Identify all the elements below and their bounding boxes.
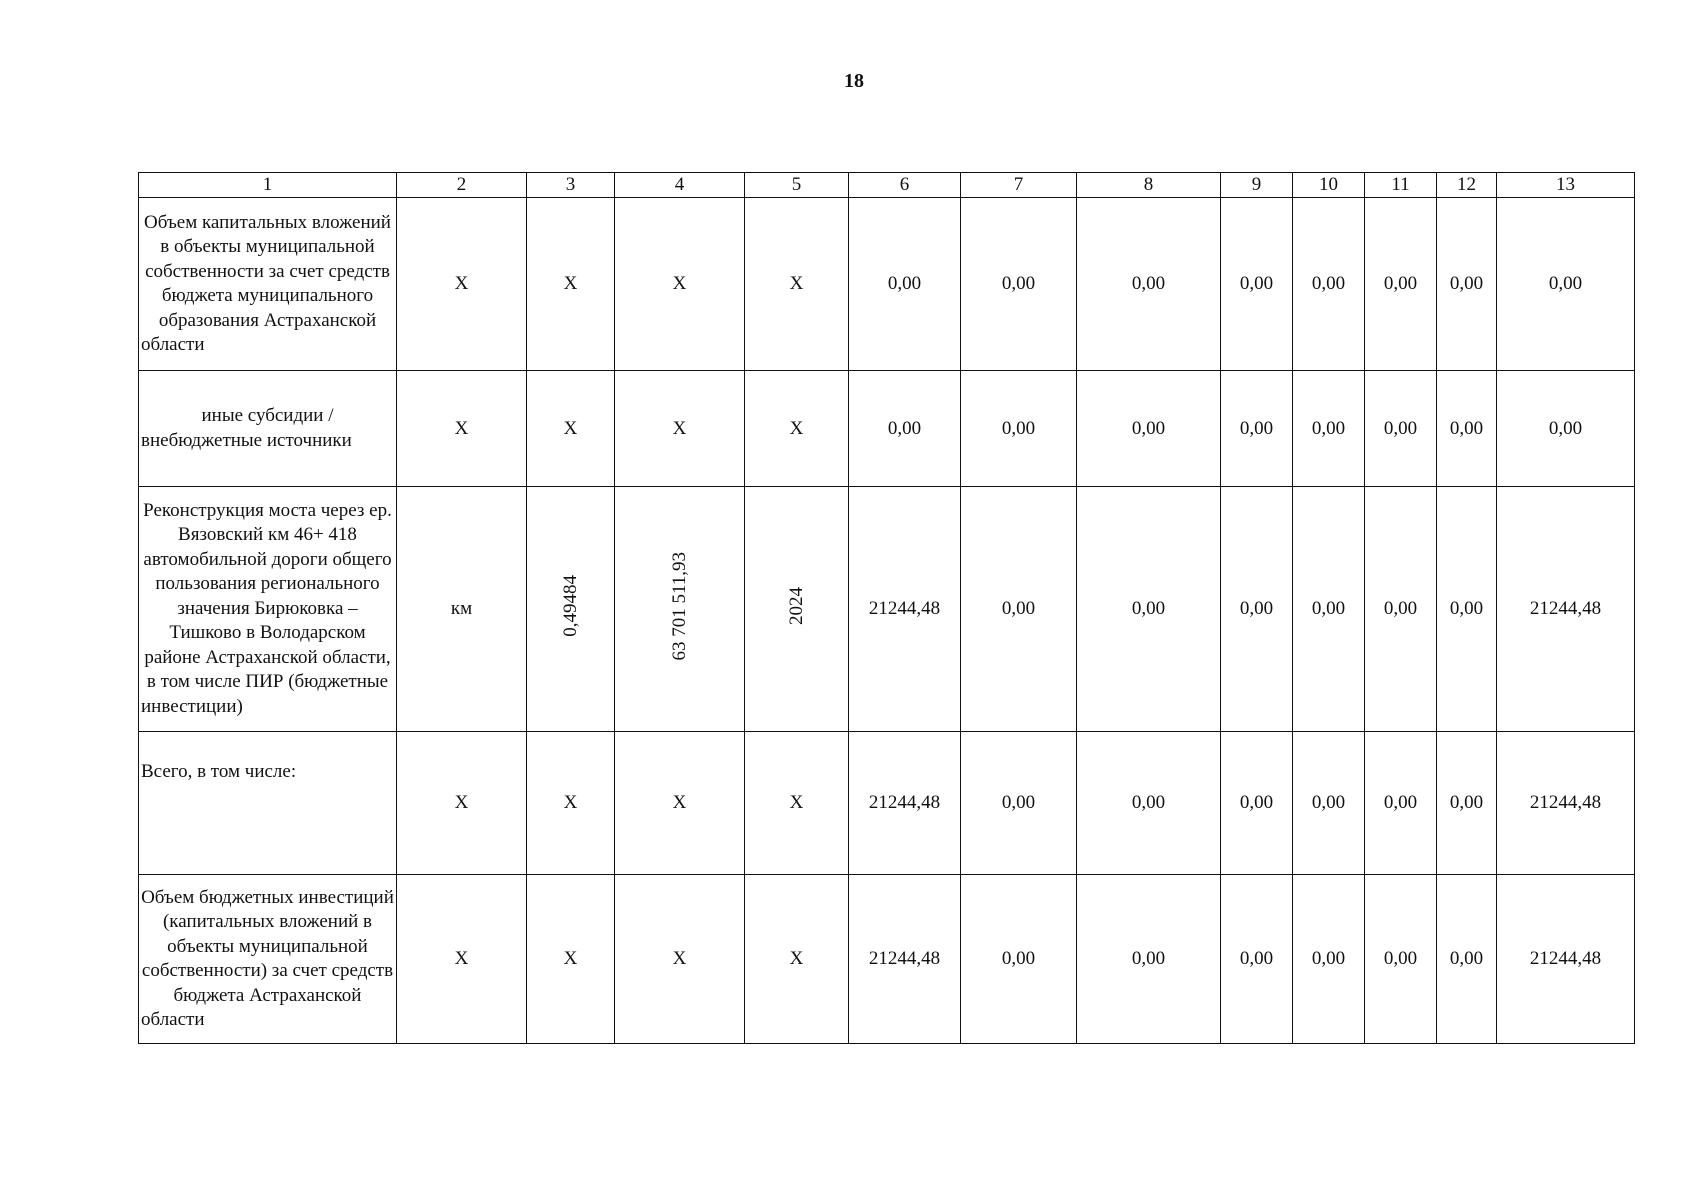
table-cell: X [615,371,745,487]
table-cell: 0,00 [1293,487,1365,732]
table-cell: 0,00 [961,371,1077,487]
row-description: Объем капитальных вложений в объекты муниципальной собственности за счет средств бюджета муниципального образования Астраханской области [139,198,397,371]
column-header: 9 [1221,173,1293,198]
table-cell [615,487,745,732]
table-cell: 0,00 [849,371,961,487]
column-header: 4 [615,173,745,198]
table-cell [745,487,849,732]
column-header: 11 [1365,173,1437,198]
table-cell: 0,00 [1437,198,1497,371]
table-cell: 0,00 [1437,487,1497,732]
column-header: 1 [139,173,397,198]
table-cell: 21244,48 [1497,487,1635,732]
row-description: Всего, в том числе: [139,732,397,875]
table-cell: X [527,875,615,1044]
table-cell: 0,00 [961,487,1077,732]
table-cell: X [527,371,615,487]
table-cell: X [745,732,849,875]
column-header: 5 [745,173,849,198]
table-cell: 0,00 [1365,487,1437,732]
table-cell: X [615,875,745,1044]
table-cell: 0,00 [961,198,1077,371]
column-header: 3 [527,173,615,198]
unit-cell: км [397,487,527,732]
table-cell: X [527,732,615,875]
table-cell: X [397,198,527,371]
column-header: 2 [397,173,527,198]
table-cell: X [745,875,849,1044]
table-cell: 0,00 [1497,371,1635,487]
table-cell: 0,00 [849,198,961,371]
budget-table [138,172,1635,1044]
table-cell: X [615,732,745,875]
table-cell: 0,00 [1077,371,1221,487]
table-cell: 21244,48 [1497,875,1635,1044]
table-cell: 0,00 [1293,732,1365,875]
table-row [139,198,1635,371]
table-cell: X [397,875,527,1044]
table-cell: 0,00 [1293,198,1365,371]
table-cell: X [397,732,527,875]
table-cell: X [397,371,527,487]
table-cell: X [745,198,849,371]
page-number: 18 [844,70,864,92]
table-cell: 0,00 [1221,198,1293,371]
table-cell: 0,00 [1077,732,1221,875]
table-cell: 21244,48 [849,487,961,732]
capacity-value: 0,49484 [559,575,581,637]
column-header: 12 [1437,173,1497,198]
table-row [139,487,1635,732]
column-header: 6 [849,173,961,198]
table-row [139,875,1635,1044]
table-cell: 21244,48 [849,732,961,875]
column-header: 7 [961,173,1077,198]
table-cell [527,487,615,732]
table-cell: 0,00 [1077,875,1221,1044]
table-cell: 0,00 [1365,732,1437,875]
year-value: 2024 [785,587,807,625]
table-row [139,732,1635,875]
table-cell: 21244,48 [1497,732,1635,875]
table-cell: 0,00 [1293,875,1365,1044]
table-cell: 0,00 [1497,198,1635,371]
cost-value: 63 701 511,93 [668,551,690,661]
table-cell: 0,00 [1221,371,1293,487]
header-row [139,173,1635,198]
table-cell: 0,00 [1365,198,1437,371]
table-cell: X [615,198,745,371]
column-header: 10 [1293,173,1365,198]
table-cell: 21244,48 [849,875,961,1044]
row-description: иные субсидии / внебюджетные источники [139,371,397,487]
table-cell: 0,00 [1221,487,1293,732]
table-cell: 0,00 [961,732,1077,875]
row-description: Объем бюджетных инвестиций (капитальных вложений в объекты муниципальной собственности) за счет средств бюджета Астраханской области [139,875,397,1044]
table-cell: 0,00 [1365,875,1437,1044]
table-cell: 0,00 [961,875,1077,1044]
column-header: 8 [1077,173,1221,198]
column-header: 13 [1497,173,1635,198]
table-cell: 0,00 [1437,732,1497,875]
table-cell: 0,00 [1077,198,1221,371]
table-cell: 0,00 [1293,371,1365,487]
table-cell: 0,00 [1437,875,1497,1044]
table-cell: 0,00 [1221,732,1293,875]
row-description: Реконструкция моста через ер. Вязовский км 46+ 418 автомобильной дороги общего пользования регионального значения Бирюковка – Тишково в Володарском районе Астраханской области, в том числе ПИР (бюджетные инвестиции) [139,487,397,732]
table-cell: 0,00 [1365,371,1437,487]
table-cell: X [527,198,615,371]
table-cell: X [745,371,849,487]
table-cell: 0,00 [1221,875,1293,1044]
table-cell: 0,00 [1077,487,1221,732]
table-row [139,371,1635,487]
table-cell: 0,00 [1437,371,1497,487]
